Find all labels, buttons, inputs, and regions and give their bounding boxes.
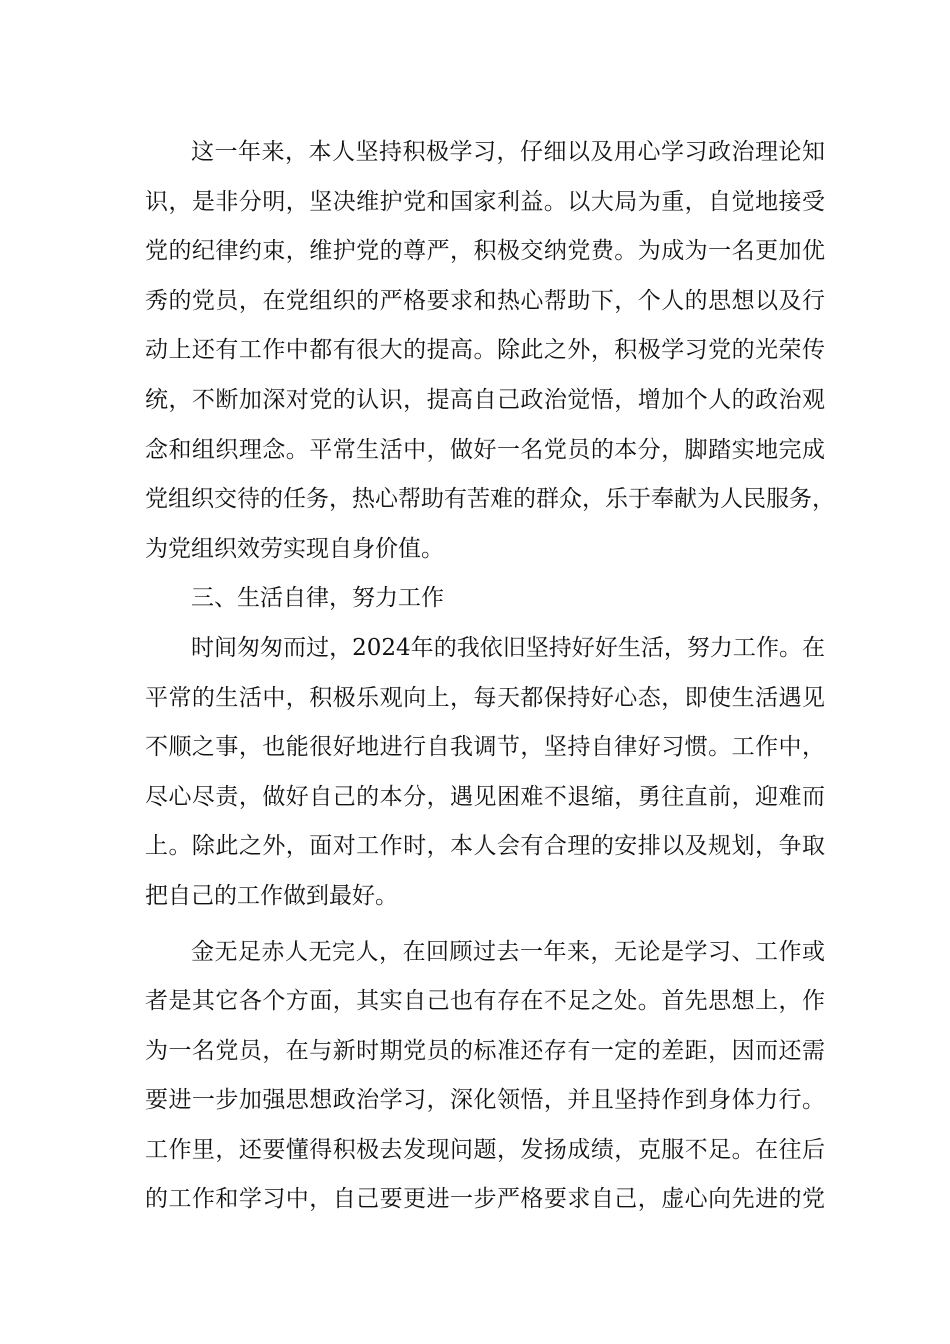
text-line: 的工作和学习中，自己要更进一步严格要求自己，虚心向先进的党 (145, 1186, 825, 1213)
text-line: 上。除此之外，面对工作时，本人会有合理的安排以及规划，争取 (145, 833, 825, 860)
text-line: 为党组织效劳实现自身价值。 (145, 535, 444, 562)
text-line: 要进一步加强思想政治学习，深化领悟，并且坚持作到身体力行。 (145, 1087, 825, 1114)
text-line: 把自己的工作做到最好。 (145, 882, 398, 909)
paragraph (145, 128, 835, 574)
text-line: 工作里，还要懂得积极去发现问题，发扬成绩，克服不足。在往后 (145, 1136, 825, 1163)
text-line: 统，不断加深对党的认识，提高自己政治觉悟，增加个人的政治观 (145, 386, 825, 413)
text-line: 不顺之事，也能很好地进行自我调节，坚持自律好习惯。工作中， (145, 734, 825, 761)
text-line: 党组织交待的任务，热心帮助有苦难的群众，乐于奉献为人民服务， (145, 486, 835, 513)
text-line: 秀的党员，在党组织的严格要求和热心帮助下，个人的思想以及行 (145, 287, 825, 314)
text-line: 这一年来，本人坚持积极学习，仔细以及用心学习政治理论知 (191, 139, 825, 165)
text-line: 平常的生活中，积极乐观向上，每天都保持好心态，即使生活遇见 (145, 684, 825, 711)
section-heading (145, 574, 825, 624)
text-line: 为一名党员，在与新时期党员的标准还存有一定的差距，因而还需 (145, 1037, 825, 1064)
text-line: 党的纪律约束，维护党的尊严，积极交纳党费。为成为一名更加优 (145, 238, 825, 265)
text-line: 念和组织理念。平常生活中，做好一名党员的本分，脚踏实地完成 (145, 436, 825, 463)
text-line: 动上还有工作中都有很大的提高。除此之外，积极学习党的光荣传 (145, 337, 825, 364)
heading-text: 三、生活自律，努力工作 (191, 585, 444, 612)
text-line: 时间匆匆而过，2024年的我依旧坚持好好生活，努力工作。在 (191, 634, 825, 661)
document-body (145, 128, 835, 1225)
text-line: 识，是非分明，坚决维护党和国家利益。以大局为重，自觉地接受 (145, 188, 825, 215)
text-line: 金无足赤人无完人，在回顾过去一年来，无论是学习、工作或 (191, 938, 825, 965)
text-line: 尽心尽责，做好自己的本分，遇见困难不退缩，勇往直前，迎难而 (145, 783, 825, 810)
paragraph (145, 928, 825, 1226)
text-line: 者是其它各个方面，其实自己也有存在不足之处。首先思想上，作 (145, 988, 825, 1015)
paragraph (145, 624, 825, 922)
